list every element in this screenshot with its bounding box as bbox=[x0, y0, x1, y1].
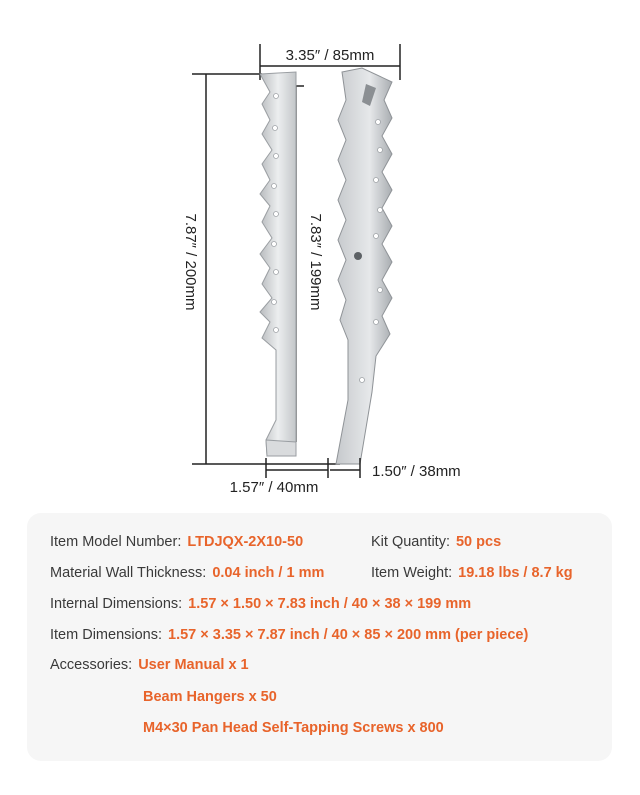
depth-dimension-label: 1.50″ / 38mm bbox=[372, 463, 461, 480]
accessory-item: M4×30 Pan Head Self-Tapping Screws x 800 bbox=[143, 720, 444, 736]
spec-wall-thickness bbox=[50, 564, 324, 582]
spec-kit-quantity-value: 50 pcs bbox=[455, 534, 502, 550]
hanger-side-view bbox=[336, 68, 392, 464]
hanger-front-view bbox=[260, 72, 296, 456]
spec-wall-thickness-label: Material Wall Thickness: bbox=[50, 565, 207, 581]
spec-item-dimensions-label: Item Dimensions: bbox=[50, 627, 163, 643]
spec-item-dimensions-value: 1.57 × 3.35 × 7.87 inch / 40 × 85 × 200 mm (per piece) bbox=[168, 627, 529, 643]
spec-accessories bbox=[50, 656, 249, 674]
spec-kit-quantity bbox=[371, 533, 501, 551]
width-dimension-label: 3.35″ / 85mm bbox=[285, 47, 375, 64]
spec-weight-value: 19.18 lbs / 8.7 kg bbox=[458, 565, 573, 581]
spec-item-dimensions bbox=[50, 626, 528, 644]
spec-internal-dimensions bbox=[50, 595, 471, 613]
outer-height-dimension-label: 7.87″ / 200mm bbox=[182, 213, 199, 311]
spec-accessory-row bbox=[143, 688, 277, 706]
spec-internal-dimensions-value: 1.57 × 1.50 × 7.83 inch / 40 × 38 × 199 mm bbox=[188, 596, 472, 612]
spec-model-value: LTDJQX-2X10-50 bbox=[187, 534, 304, 550]
spec-internal-dimensions-label: Internal Dimensions: bbox=[50, 596, 183, 612]
accessory-item: User Manual x 1 bbox=[138, 657, 249, 673]
specifications-panel bbox=[27, 513, 612, 761]
spec-weight bbox=[371, 564, 573, 582]
spec-model bbox=[50, 533, 303, 551]
spec-wall-thickness-value: 0.04 inch / 1 mm bbox=[212, 565, 325, 581]
spec-model-label: Item Model Number: bbox=[50, 534, 182, 550]
spec-accessories-label: Accessories: bbox=[50, 657, 133, 673]
spec-kit-quantity-label: Kit Quantity: bbox=[371, 534, 450, 550]
bottom-width-dimension-label: 1.57″ / 40mm bbox=[229, 479, 319, 496]
inner-height-dimension-label: 7.83″ / 199mm bbox=[307, 213, 324, 311]
spec-accessory-row bbox=[143, 719, 444, 737]
accessory-item: Beam Hangers x 50 bbox=[143, 689, 277, 705]
spec-weight-label: Item Weight: bbox=[371, 565, 453, 581]
